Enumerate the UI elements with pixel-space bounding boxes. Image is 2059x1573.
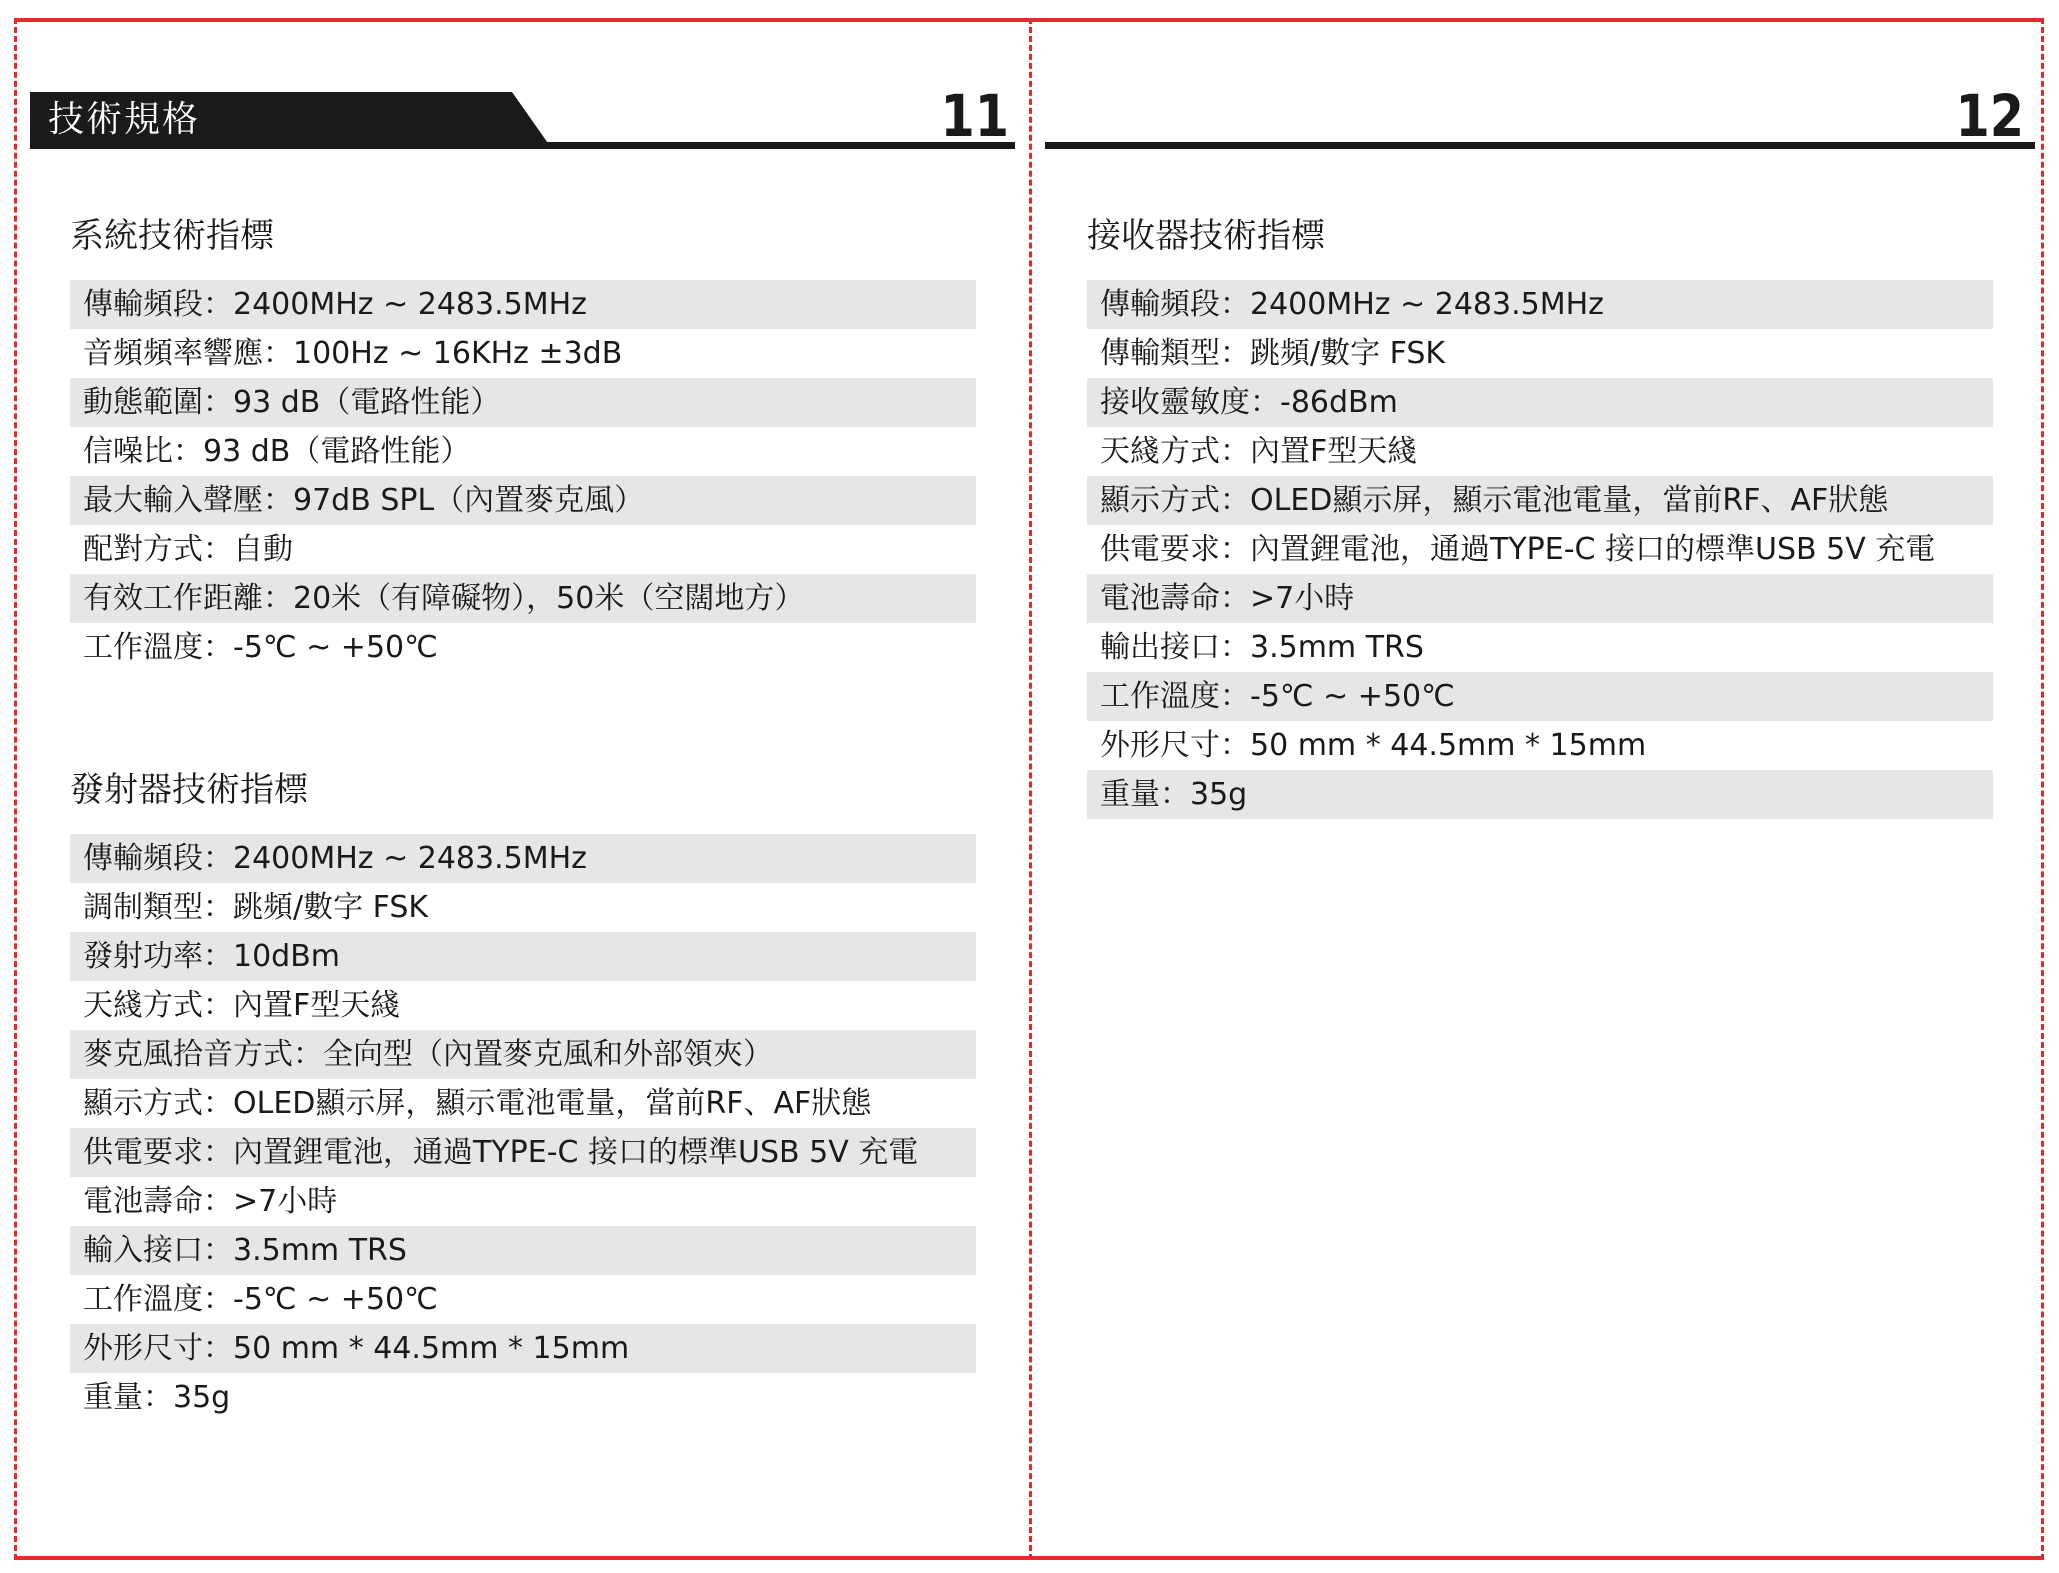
spec-row: 音頻頻率響應：100Hz ~ 16KHz ±3dB: [83, 336, 623, 371]
spec-row: 顯示方式：OLED顯示屏，顯示電池電量，當前RF、AF狀態: [1087, 476, 1993, 525]
spec-row: 有效工作距離：20米（有障礙物），50米（空闊地方）: [70, 574, 976, 623]
right-header-rule: [1045, 142, 2035, 149]
section-title: 發射器技術指標: [70, 770, 308, 810]
page-number-left: 11: [940, 82, 1010, 150]
spec-row: 調制類型：跳頻/數字 FSK: [83, 890, 429, 925]
spec-row: 輸出接口：3.5mm TRS: [1100, 630, 1424, 665]
right-cut-line: [2041, 18, 2044, 1560]
spec-row: 顯示方式：OLED顯示屏，顯示電池電量，當前RF、AF狀態: [83, 1086, 872, 1121]
center-fold-line: [1029, 18, 1032, 1560]
spec-row: 工作溫度：-5℃ ~ +50℃: [83, 1282, 438, 1317]
spec-row: 發射功率：10dBm: [70, 932, 976, 981]
spec-row: 傳輸類型：跳頻/數字 FSK: [1100, 336, 1446, 371]
spec-row: 信噪比：93 dB（電路性能）: [83, 434, 471, 469]
left-cut-line: [14, 18, 17, 1560]
spec-row: 電池壽命：>7小時: [1087, 574, 1993, 623]
spec-list: [1087, 280, 1993, 819]
spec-row: 最大輸入聲壓：97dB SPL（內置麥克風）: [70, 476, 976, 525]
spec-row: 供電要求：內置鋰電池，通過TYPE-C 接口的標準USB 5V 充電: [70, 1128, 976, 1177]
spec-row: 外形尺寸：50 mm * 44.5mm * 15mm: [1100, 728, 1647, 763]
spec-row: 供電要求：內置鋰電池，通過TYPE-C 接口的標準USB 5V 充電: [1100, 532, 1936, 567]
transmitter-specs-section: [70, 766, 976, 1422]
spec-row: 配對方式：自動: [83, 532, 293, 567]
spec-row: 傳輸頻段：2400MHz ~ 2483.5MHz: [70, 834, 976, 883]
spec-row: 動態範圍：93 dB（電路性能）: [70, 378, 976, 427]
spec-row: 接收靈敏度：-86dBm: [1087, 378, 1993, 427]
spec-row: 工作溫度：-5℃ ~ +50℃: [1087, 672, 1993, 721]
spec-row: 工作溫度：-5℃ ~ +50℃: [83, 630, 438, 665]
spec-row: 重量：35g: [83, 1380, 231, 1415]
spec-row: 天綫方式：內置F型天綫: [83, 988, 401, 1023]
spec-row: 麥克風拾音方式：全向型（內置麥克風和外部領夾）: [70, 1030, 976, 1079]
receiver-specs-section: [1087, 212, 1993, 819]
page-number-right: 12: [1955, 82, 2025, 150]
spec-row: 外形尺寸：50 mm * 44.5mm * 15mm: [70, 1324, 976, 1373]
spec-row: 天綫方式：內置F型天綫: [1100, 434, 1418, 469]
section-title: 系統技術指標: [70, 216, 274, 256]
spec-list: [70, 834, 976, 1422]
spec-row: 重量：35g: [1087, 770, 1993, 819]
spec-row: 電池壽命：>7小時: [83, 1184, 338, 1219]
spec-row: 傳輸頻段：2400MHz ~ 2483.5MHz: [1087, 280, 1993, 329]
system-specs-section: [70, 212, 976, 672]
section-title: 接收器技術指標: [1087, 216, 1325, 256]
spec-list: [70, 280, 976, 672]
header-tab-label: 技術規格: [48, 99, 201, 140]
spec-row: 輸入接口：3.5mm TRS: [70, 1226, 976, 1275]
spec-row: 傳輸頻段：2400MHz ~ 2483.5MHz: [70, 280, 976, 329]
